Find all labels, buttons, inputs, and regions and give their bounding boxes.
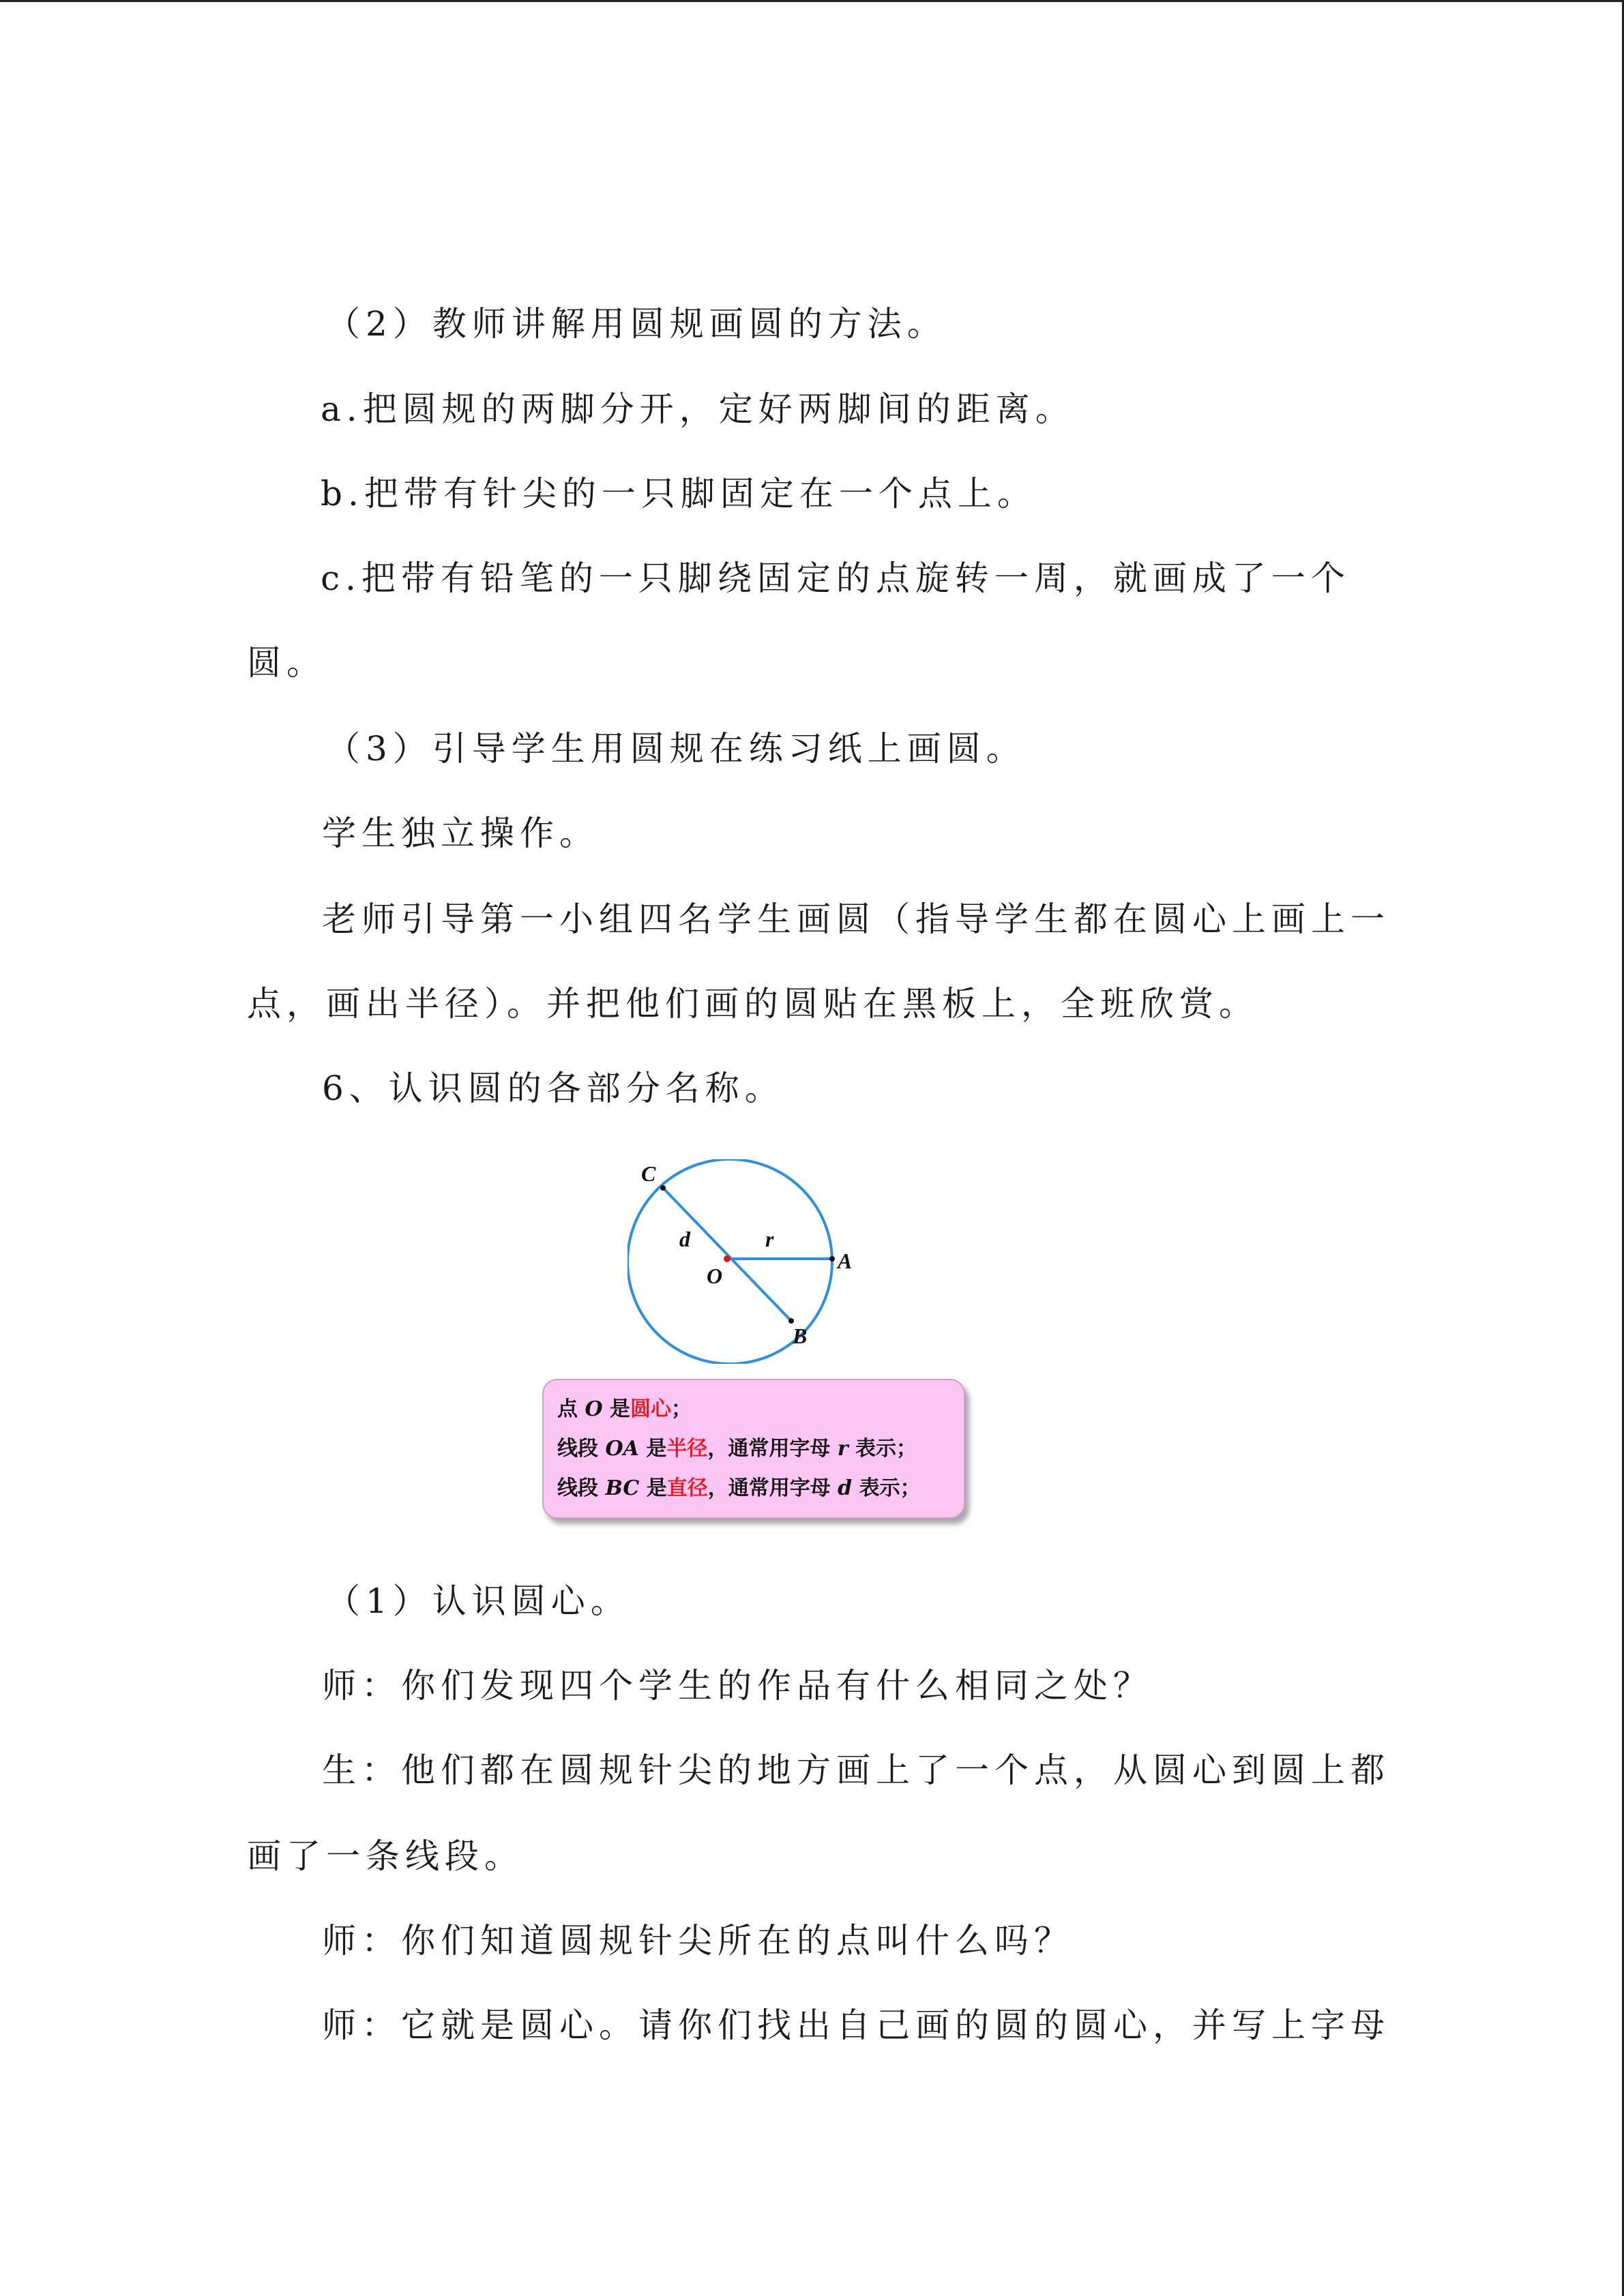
dialogue-teacher-question2: 师：你们知道圆规针尖所在的点叫什么吗？ (322, 1921, 1074, 1960)
page-top-border (0, 0, 1624, 2)
label-d: d (679, 1227, 690, 1251)
subheading-recognize-center: （1）认识圆心。 (326, 1581, 630, 1621)
paragraph-teacher-guide-line1: 老师引导第一小组四名学生画圆（指导学生都在圆心上画上一 (322, 899, 1390, 939)
label-b: B (793, 1324, 808, 1348)
dialogue-teacher-explanation: 师：它就是圆心。请你们找出自己画的圆的圆心，并写上字母 (322, 2006, 1390, 2045)
circle-definitions-box (542, 1379, 965, 1519)
diameter-bc (663, 1188, 791, 1321)
definition-diameter-suffix: 表示； (852, 1476, 921, 1500)
dialogue-teacher-question1: 师：你们发现四个学生的作品有什么相同之处？ (322, 1666, 1153, 1705)
definition-center-mid: 是 (602, 1397, 631, 1421)
point-a-dot (829, 1256, 835, 1262)
label-c: C (641, 1161, 656, 1186)
paragraph-guide-students: （3）引导学生用圆规在练习纸上画圆。 (326, 729, 1026, 769)
term-diameter: 直径 (666, 1476, 708, 1500)
definition-diameter-var: BC (605, 1476, 640, 1500)
paragraph-step-a: a.把圆规的两脚分开，定好两脚间的距离。 (321, 389, 1075, 429)
definition-radius-mid: 是 (638, 1437, 667, 1461)
label-r: r (765, 1227, 774, 1251)
section-heading-circle-parts: 6、认识圆的各部分名称。 (322, 1069, 784, 1108)
paragraph-compass-method-heading: （2）教师讲解用圆规画圆的方法。 (326, 304, 947, 344)
definition-radius-suffix: 表示； (848, 1437, 917, 1461)
label-a: A (838, 1249, 853, 1273)
definition-center-prefix: 点 (557, 1397, 585, 1421)
definition-radius (557, 1429, 950, 1469)
dialogue-student-answer-line2: 画了一条线段。 (247, 1836, 524, 1876)
definition-diameter-mid: 是 (639, 1476, 667, 1500)
paragraph-step-c-line2: 圆。 (247, 643, 326, 683)
definition-radius-letter: r (837, 1437, 848, 1461)
definition-radius-var: OA (605, 1437, 639, 1461)
dialogue-student-answer-line1: 生：他们都在圆规针尖的地方画上了一个点，从圆心到圆上都 (322, 1750, 1390, 1790)
definition-radius-post: ，通常用字母 (707, 1437, 838, 1461)
point-c-dot (660, 1185, 666, 1191)
definition-diameter-letter: d (838, 1476, 853, 1500)
definition-diameter (557, 1469, 950, 1508)
paragraph-step-b: b.把带有针尖的一只脚固定在一个点上。 (321, 474, 1037, 513)
term-radius: 半径 (666, 1437, 708, 1461)
definition-center-var: O (585, 1397, 603, 1421)
definition-diameter-post: ，通常用字母 (707, 1476, 838, 1500)
paragraph-step-c-line1: c.把带有铅笔的一只脚绕固定的点旋转一周，就画成了一个 (321, 558, 1350, 598)
point-b-dot (788, 1318, 794, 1324)
term-center: 圆心 (630, 1397, 672, 1421)
definition-diameter-prefix: 线段 (557, 1476, 606, 1500)
center-point (724, 1255, 730, 1262)
label-o: O (707, 1264, 723, 1288)
definition-radius-prefix: 线段 (557, 1437, 606, 1461)
paragraph-independent-work: 学生独立操作。 (322, 814, 599, 853)
circle-parts-diagram (628, 1159, 859, 1364)
definition-center (557, 1390, 950, 1429)
definition-center-suffix: ； (671, 1397, 692, 1421)
paragraph-teacher-guide-line2: 点，画出半径）。并把他们画的圆贴在黑板上，全班欣赏。 (247, 984, 1258, 1024)
